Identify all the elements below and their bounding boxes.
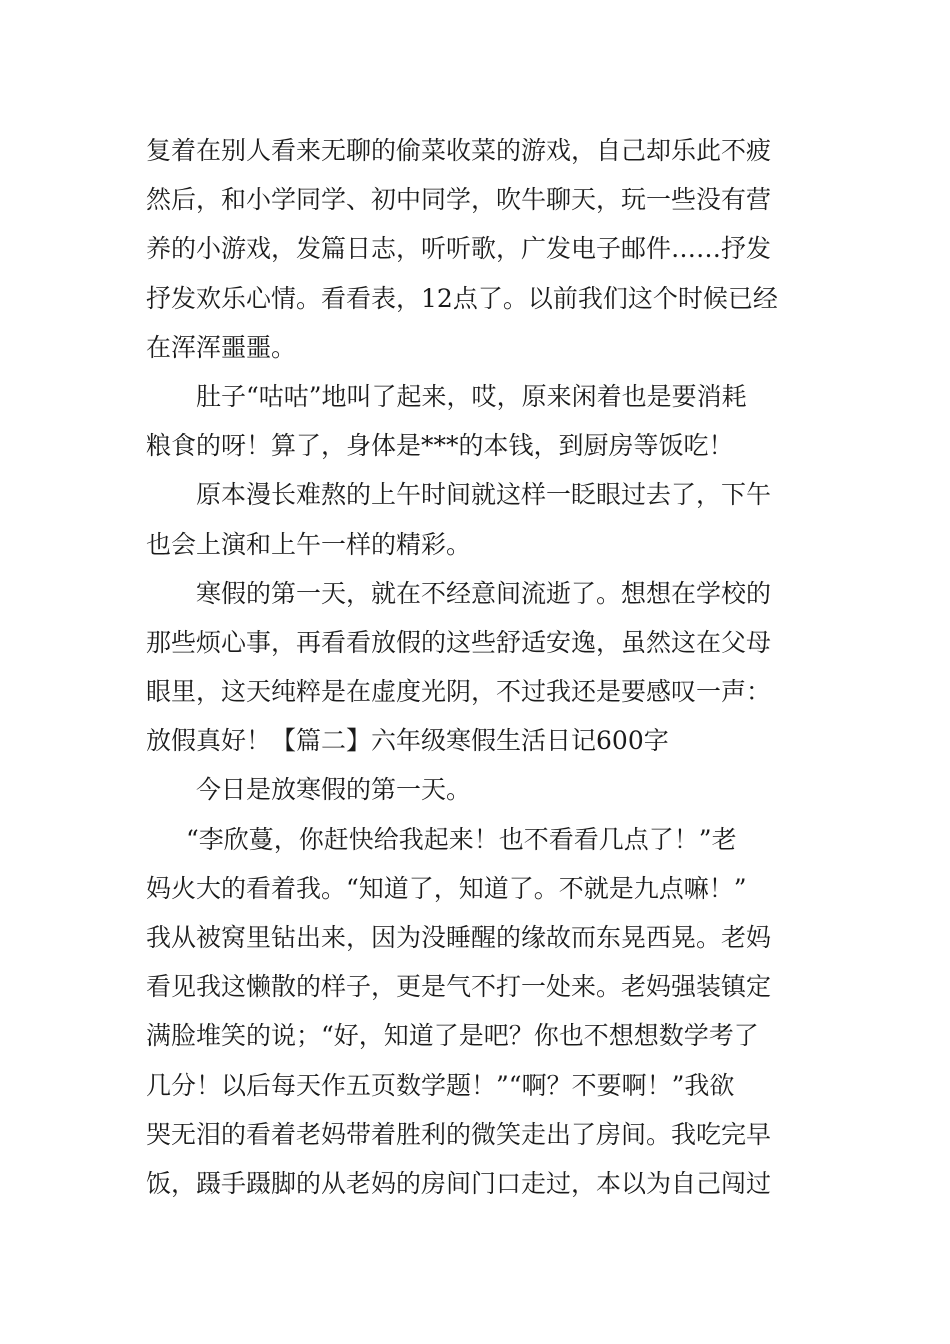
text-line: 养的小游戏，发篇日志，听听歌，广发电子邮件……抒发: [146, 234, 772, 264]
paragraph-start-line: 原本漫长难熬的上午时间就这样一眨眼过去了，下午: [196, 480, 772, 510]
text-line: 复着在别人看来无聊的偷菜收菜的游戏，自己却乐此不疲: [146, 136, 772, 165]
paragraph-start-line: 寒假的第一天，就在不经意间流逝了。想想在学校的: [196, 578, 772, 608]
text-line: 粮食的呀！算了，身体是***的本钱，到厨房等饭吃！: [146, 431, 734, 461]
text-line: 眼里，这天纯粹是在虚度光阴，不过我还是要感叹一声：: [146, 677, 772, 707]
text-line: 饭，蹑手蹑脚的从老妈的房间门口走过，本以为自己闯过: [146, 1168, 772, 1198]
paragraph-start-line: 今日是放寒假的第一天。: [196, 775, 472, 805]
text-line: 看见我这懒散的样子，更是气不打一处来。老妈强装镇定: [146, 972, 772, 1002]
text-line: 我从被窝里钻出来，因为没睡醒的缘故而东晃西晃。老妈: [146, 923, 772, 952]
paragraph-start-line: “李欣蔓，你赶快给我起来！也不看看几点了！”老: [186, 824, 737, 854]
paragraph-start-line: 肚子“咕咕”地叫了起来，哎，原来闲着也是要消耗: [196, 381, 747, 411]
document-body: [146, 126, 816, 1208]
text-line: 在浑浑噩噩。: [146, 332, 297, 362]
text-line: 然后，和小学同学、初中同学，吹牛聊天，玩一些没有营: [146, 185, 772, 215]
text-line: 也会上演和上午一样的精彩。: [146, 529, 472, 559]
text-line: 抒发欢乐心情。看看表，12点了。以前我们这个时候已经: [146, 283, 778, 313]
text-line: 放假真好！【篇二】六年级寒假生活日记600字: [146, 726, 669, 756]
text-line: 几分！以后每天作五页数学题！”“啊？不要啊！”我欲: [146, 1070, 735, 1100]
text-line: 哭无泪的看着老妈带着胜利的微笑走出了房间。我吃完早: [146, 1119, 772, 1149]
text-line: 那些烦心事，再看看放假的这些舒适安逸，虽然这在父母: [146, 627, 772, 657]
text-line: 妈火大的看着我。“知道了，知道了。不就是九点嘛！”: [146, 873, 747, 903]
text-line: 满脸堆笑的说；“好，知道了是吧？你也不想想数学考了: [146, 1021, 759, 1051]
